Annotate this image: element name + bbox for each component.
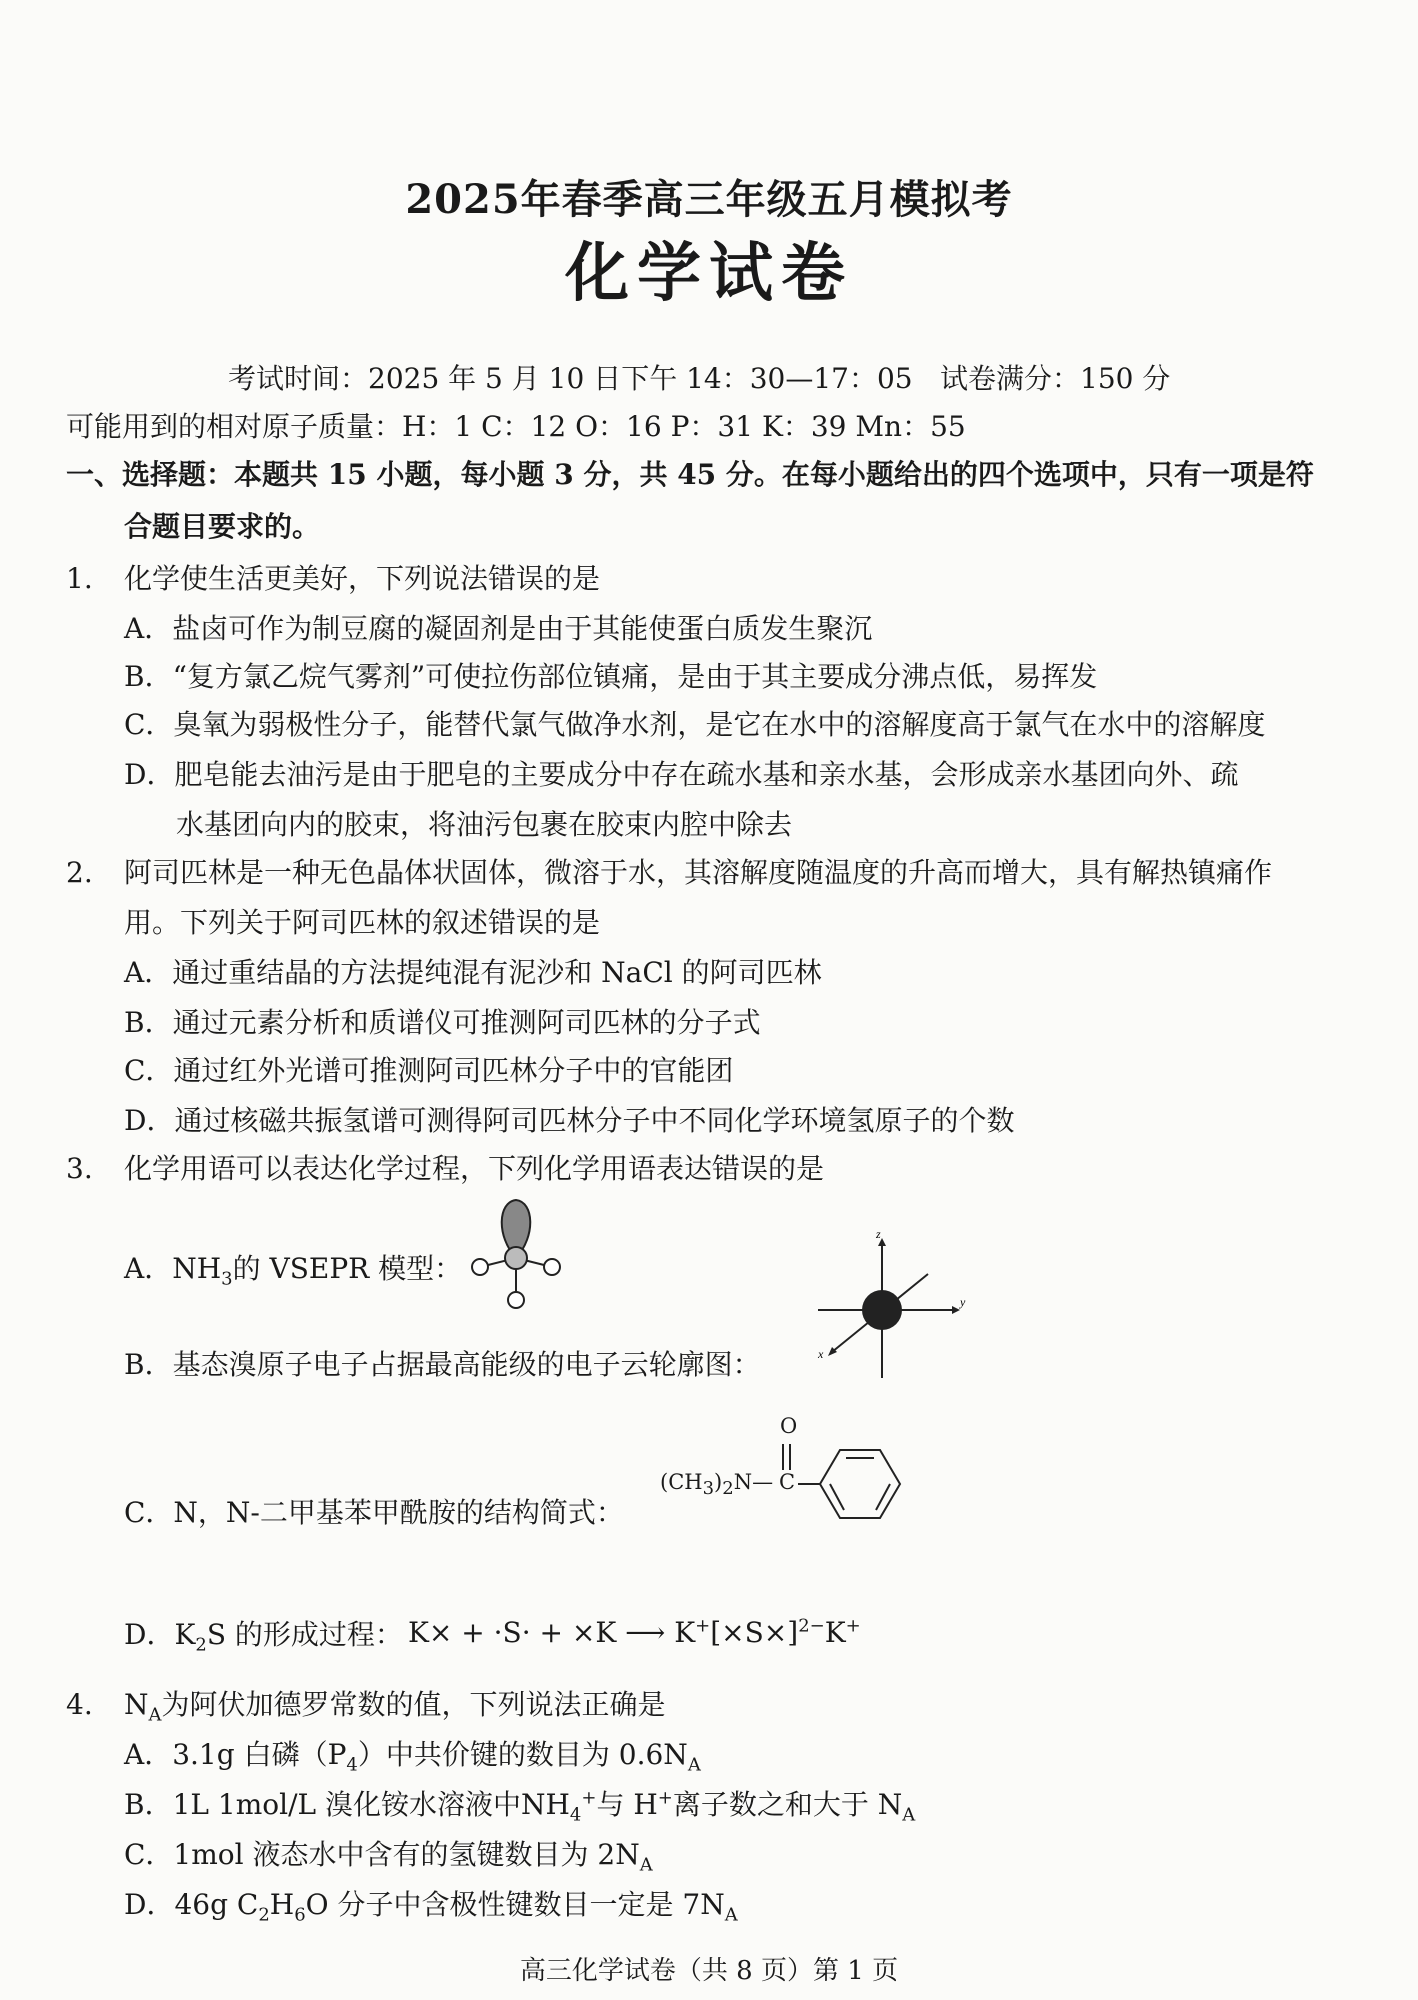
exam-time: 考试时间：2025 年 5 月 10 日下午 14：30—17：05 [228, 362, 913, 395]
atomic-masses: 可能用到的相对原子质量：H：1 C：12 O：16 P：31 K：39 Mn：55 [66, 410, 966, 443]
option-d: D．通过核磁共振氢谱可测得阿司匹林分子中不同化学环境氢原子的个数 [124, 1104, 1015, 1137]
question-number: 4. [66, 1688, 93, 1721]
reaction-arrow: ⟶ [625, 1616, 666, 1649]
section-title-cont: 合题目要求的。 [124, 510, 321, 543]
question-number: 2. [66, 856, 93, 889]
option-c: C．通过红外光谱可推测阿司匹林分子中的官能团 [124, 1054, 734, 1087]
question-stem: 阿司匹林是一种无色晶体状固体，微溶于水，其溶解度随温度的升高而增大，具有解热镇痛作 [124, 856, 1273, 889]
page-footer: 高三化学试卷（共 8 页）第 1 页 [519, 1956, 899, 1986]
option-c: C．臭氧为弱极性分子，能替代氯气做净水剂，是它在水中的溶解度高于氯气在水中的溶解度 [124, 708, 1266, 741]
exam-title: 2025年春季高三年级五月模拟考 [405, 176, 1013, 223]
benzene-ring-bonds [660, 1418, 910, 1548]
axis-x-label: x [818, 1347, 824, 1361]
axis-y-label: y [960, 1295, 966, 1309]
full-score: 试卷满分：150 分 [940, 362, 1171, 395]
section-title: 一、选择题：本题共 15 小题，每小题 3 分，共 45 分。在每小题给出的四个选项中，只有一项是符 [66, 458, 1314, 491]
option-d: D．46g $C_2H_6O$ 分子中含极性键数目一定是 $7N_A$ [124, 1888, 738, 1926]
question-number: 1. [66, 562, 93, 595]
option-c: C．1mol 液态水中含有的氢键数目为 $2N_A$ [124, 1838, 653, 1876]
axis-z-label: z [876, 1230, 881, 1241]
formation-equation: K× + ·S· + ×K ⟶ $K^+[\times S\times]^{2-}K^+$ [408, 1615, 861, 1649]
option-d: D．肥皂能去油污是由于肥皂的主要成分中存在疏水基和亲水基，会形成亲水基团向外、疏 [124, 758, 1239, 791]
question-stem: 化学用语可以表达化学过程，下列化学用语表达错误的是 [124, 1152, 825, 1185]
structure-formula-figure [660, 1414, 910, 1548]
option-b: B．1L 1mol/L 溴化铵水溶液中$NH_4^+$与 H+离子数之和大于 $N_A$ [124, 1787, 916, 1826]
option-a: A．通过重结晶的方法提纯混有泥沙和 NaCl 的阿司匹林 [124, 956, 822, 989]
sulfide-ion: [×S×] [710, 1616, 799, 1649]
option-d-cont: 水基团向内的胶束，将油污包裹在胶束内腔中除去 [176, 808, 793, 841]
vsepr-model-figure [466, 1196, 566, 1316]
question-stem: $N_A$为阿伏加德罗常数的值，下列说法正确是 [124, 1688, 666, 1726]
subject-title: 化学试卷 [565, 236, 853, 311]
option-d: D．$K_2S$ 的形成过程： [124, 1618, 403, 1656]
dimethyl-group: $(CH_3)_2N—$ [660, 1470, 774, 1500]
option-b: B．通过元素分析和质谱仪可推测阿司匹林的分子式 [124, 1006, 761, 1039]
question-stem-cont: 用。下列关于阿司匹林的叙述错误的是 [124, 906, 601, 939]
option-c: C．N，N-二甲基苯甲酰胺的结构简式： [124, 1496, 624, 1529]
carbonyl-carbon: C [779, 1470, 796, 1494]
option-b: B．基态溴原子电子占据最高能级的电子云轮廓图： [124, 1348, 761, 1381]
carbonyl-oxygen: O [780, 1414, 798, 1438]
equation-left: K× + ·S· + ×K [408, 1616, 617, 1649]
question-stem: 化学使生活更美好，下列说法错误的是 [124, 562, 601, 595]
option-a: A．盐卤可作为制豆腐的凝固剂是由于其能使蛋白质发生聚沉 [124, 612, 873, 645]
option-a: A．3.1g 白磷$(P_4)$中共价键的数目为 $0.6N_A$ [124, 1738, 701, 1776]
option-b: B．“复方氯乙烷气雾剂”可使拉伤部位镇痛，是由于其主要成分沸点低，易挥发 [124, 660, 1098, 693]
electron-cloud-figure [810, 1230, 970, 1390]
option-a: A．$NH_3$的 VSEPR 模型： [124, 1252, 463, 1290]
question-number: 3. [66, 1152, 93, 1185]
